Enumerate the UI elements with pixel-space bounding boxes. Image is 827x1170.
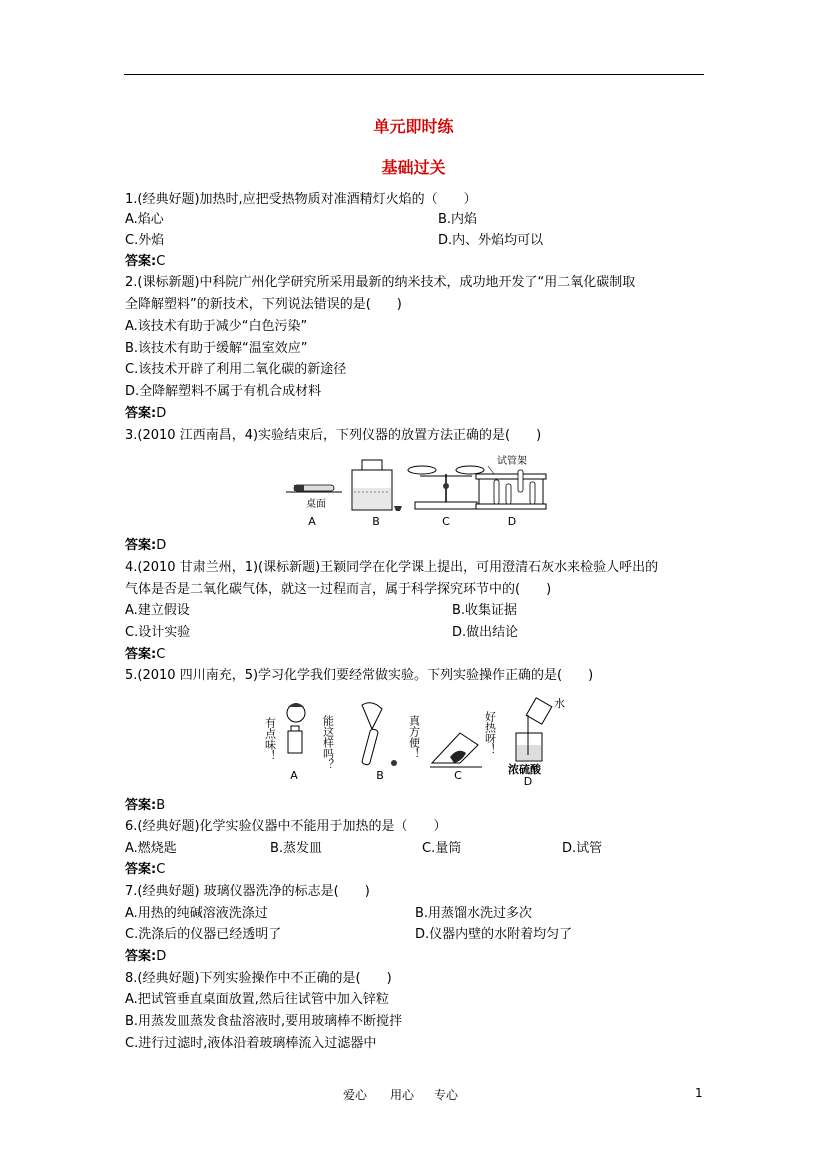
q1-option-c: C.外焰 — [125, 233, 165, 248]
q2-stem-line1: 2.(课标新题)中科院广州化学研究所采用最新的纳米技术，成功地开发了“用二氧化碳制取 — [125, 275, 636, 290]
q4-option-b: B.收集证据 — [452, 603, 518, 618]
q5-figure-a — [264, 703, 306, 782]
q7-option-d: D.仪器内壁的水附着均匀了 — [415, 927, 573, 942]
q4-answer: 答案:C — [125, 647, 166, 662]
q3-figure — [280, 452, 555, 530]
q6-option-d: D.试管 — [562, 841, 603, 856]
q1-option-d: D.内、外焰均可以 — [438, 233, 544, 248]
q4-option-c: C.设计实验 — [125, 625, 191, 640]
q3-answer: 答案:D — [125, 538, 167, 553]
q6-option-c: C.量筒 — [422, 841, 462, 856]
q5-letter-a: A — [290, 769, 298, 782]
q3-letter-a: A — [308, 515, 316, 528]
q3-letter-c: C — [442, 515, 450, 528]
q2-option-b: B.该技术有助于缓解“温室效应” — [125, 341, 308, 356]
q2-stem-line2: 全降解塑料”的新技术，下列说法错误的是( ) — [125, 297, 402, 312]
q3-label-desk: 桌面 — [306, 499, 326, 510]
q1-option-b: B.内焰 — [438, 212, 478, 227]
q5-letter-c: C — [454, 769, 462, 782]
q8-option-c: C.进行过滤时,液体沿着玻璃棒流入过滤器中 — [125, 1036, 377, 1051]
svg-text:有点味！: 有点味！ — [263, 717, 277, 761]
q2-option-a: A.该技术有助于减少“白色污染” — [125, 319, 308, 334]
svg-text:真方便！: 真方便！ — [407, 715, 421, 759]
q3-letter-b: B — [372, 515, 380, 528]
header-rule — [124, 74, 704, 75]
q5-figure-d — [484, 696, 566, 787]
q5-figure-c — [408, 714, 483, 782]
q8-option-b: B.用蒸发皿蒸发食盐溶液时,要用玻璃棒不断搅拌 — [125, 1014, 403, 1029]
page-title: 单元即时练 — [373, 117, 454, 136]
q1-stem: 1.(经典好题)加热时,应把受热物质对准酒精灯火焰的（ ） — [125, 192, 477, 207]
footer-item-2: 用心 — [390, 1088, 415, 1102]
q8-option-a: A.把试管垂直桌面放置,然后往试管中加入锌粒 — [125, 992, 389, 1007]
q3-label-rack: 试管架 — [497, 456, 527, 467]
q3-stem: 3.(2010 江西南昌，4)实验结束后，下列仪器的放置方法正确的是( ) — [125, 428, 542, 443]
q6-stem: 6.(经典好题)化学实验仪器中不能用于加热的是（ ） — [125, 819, 447, 834]
q5-figure — [262, 695, 574, 787]
q5-letter-d: D — [523, 775, 533, 787]
q4-option-d: D.做出结论 — [452, 625, 519, 640]
q6-answer: 答案:C — [125, 862, 166, 877]
q4-option-a: A.建立假设 — [125, 603, 190, 618]
q7-stem: 7.(经典好题) 玻璃仪器洗净的标志是( ) — [125, 884, 370, 899]
q5-figure-b — [322, 703, 398, 782]
q5-letter-b: B — [376, 769, 384, 782]
q7-option-a: A.用热的纯碱溶液洗涤过 — [125, 906, 268, 921]
q4-stem-line2: 气体是否是二氧化碳气体，就这一过程而言，属于科学探究环节中的( ) — [125, 582, 552, 597]
q1-option-a: A.焰心 — [125, 212, 164, 227]
q7-option-c: C.洗涤后的仪器已经透明了 — [125, 927, 282, 942]
q6-option-a: A.燃烧匙 — [125, 841, 177, 856]
footer-item-3: 专心 — [434, 1088, 459, 1102]
q7-answer: 答案:D — [125, 949, 167, 964]
q1-answer: 答案:C — [125, 254, 166, 269]
svg-text:浓硫酸: 浓硫酸 — [508, 763, 541, 776]
footer-item-1: 爱心 — [343, 1088, 368, 1102]
q4-stem-line1: 4.(2010 甘肃兰州，1)(课标新题)王颖同学在化学课上提出，可用澄清石灰水来检验人呼出的 — [125, 560, 659, 575]
q7-option-b: B.用蒸馏水洗过多次 — [415, 906, 533, 921]
q3-letter-d: D — [507, 515, 517, 528]
q6-option-b: B.蒸发皿 — [270, 841, 323, 856]
q2-option-d: D.全降解塑料不属于有机合成材料 — [125, 384, 322, 399]
svg-text:能这样吗？: 能这样吗？ — [321, 715, 335, 770]
svg-text:好热呀！: 好热呀！ — [483, 711, 497, 755]
q5-answer: 答案:B — [125, 798, 166, 813]
q8-stem: 8.(经典好题)下列实验操作中不正确的是( ) — [125, 971, 392, 986]
svg-text:水: 水 — [554, 697, 565, 710]
q2-option-c: C.该技术开辟了利用二氧化碳的新途径 — [125, 362, 347, 377]
section-title: 基础过关 — [381, 158, 446, 177]
page-number: 1 — [695, 1086, 703, 1100]
q2-answer: 答案:D — [125, 406, 167, 421]
q5-stem: 5.(2010 四川南充，5)学习化学我们要经常做实验。下列实验操作正确的是( ) — [125, 668, 594, 683]
